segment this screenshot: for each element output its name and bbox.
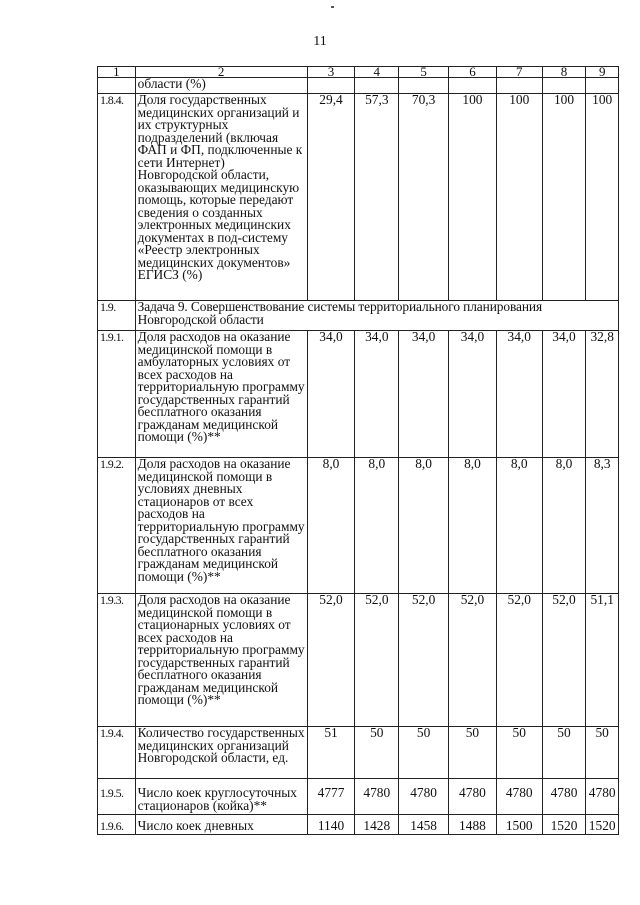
value-cell: 52,0 bbox=[307, 594, 355, 727]
value-cell: 1458 bbox=[399, 815, 449, 835]
value-cell: 50 bbox=[496, 727, 542, 779]
table-row bbox=[98, 78, 619, 94]
table-row bbox=[98, 779, 619, 815]
column-number: 6 bbox=[449, 67, 497, 78]
column-number: 4 bbox=[355, 67, 399, 78]
value-cell: 8,0 bbox=[355, 458, 399, 594]
value-cell: 51 bbox=[307, 727, 355, 779]
page-number: 11 bbox=[313, 34, 327, 49]
row-code: 1.9.5. bbox=[98, 779, 136, 815]
row-description: Доля расходов на оказание медицинской помощи в стационарных условиях от всех расходов на территориальную программу государственных гарантий бесплатного оказания гражданам медицинской помощи (%)** bbox=[135, 594, 307, 727]
value-cell: 100 bbox=[496, 94, 542, 301]
column-number: 3 bbox=[307, 67, 355, 78]
value-cell: 4780 bbox=[496, 779, 542, 815]
value-cell bbox=[449, 78, 497, 94]
value-cell: 52,0 bbox=[399, 594, 449, 727]
table-row bbox=[98, 815, 619, 835]
row-code: 1.9.3. bbox=[98, 594, 136, 727]
row-description: Доля расходов на оказание медицинской помощи в амбулаторных условиях от всех расходов на территориальную программу государственных гарантий бесплатного оказания гражданам медицинской помощи (%)** bbox=[135, 331, 307, 458]
row-code: 1.9.4. bbox=[98, 727, 136, 779]
value-cell: 34,0 bbox=[542, 331, 586, 458]
value-cell: 100 bbox=[542, 94, 586, 301]
table-row bbox=[98, 458, 619, 594]
value-cell: 4780 bbox=[586, 779, 619, 815]
value-cell: 34,0 bbox=[307, 331, 355, 458]
scan-speck bbox=[331, 6, 334, 8]
table-row bbox=[98, 727, 619, 779]
value-cell: 1488 bbox=[449, 815, 497, 835]
value-cell: 1520 bbox=[586, 815, 619, 835]
value-cell: 8,0 bbox=[307, 458, 355, 594]
task-title: Задача 9. Совершенствование системы территориального планирования Новгородской области bbox=[135, 301, 618, 331]
value-cell: 8,0 bbox=[496, 458, 542, 594]
value-cell: 50 bbox=[399, 727, 449, 779]
value-cell: 4780 bbox=[449, 779, 497, 815]
value-cell: 4780 bbox=[542, 779, 586, 815]
value-cell: 4780 bbox=[399, 779, 449, 815]
value-cell: 8,0 bbox=[542, 458, 586, 594]
row-description: Число коек круглосуточных стационаров (койка)** bbox=[135, 779, 307, 815]
value-cell: 32,8 bbox=[586, 331, 619, 458]
row-code bbox=[98, 78, 136, 94]
value-cell: 50 bbox=[586, 727, 619, 779]
value-cell: 34,0 bbox=[449, 331, 497, 458]
value-cell: 50 bbox=[355, 727, 399, 779]
row-description: Доля расходов на оказание медицинской помощи в условиях дневных стационаров от всех расходов на территориальную программу государственных гарантий бесплатного оказания гражданам медицинской помощи (%)** bbox=[135, 458, 307, 594]
row-code: 1.9. bbox=[98, 301, 136, 331]
column-number: 9 bbox=[586, 67, 619, 78]
value-cell: 4780 bbox=[355, 779, 399, 815]
row-code: 1.9.2. bbox=[98, 458, 136, 594]
value-cell: 8,3 bbox=[586, 458, 619, 594]
row-description: Доля государственных медицинских организаций и их структурных подразделений (включая ФАП и ФП, подключенные к сети Интернет) Новгородской области, оказывающих медицинскую помощь, которые передают сведения о созданных электронных медицинских документах в под-систему «Реестр электронных медицинских документов» ЕГИСЗ (%) bbox=[135, 94, 307, 301]
row-code: 1.9.6. bbox=[98, 815, 136, 835]
table-row bbox=[98, 94, 619, 301]
column-number: 2 bbox=[135, 67, 307, 78]
column-number-row bbox=[98, 67, 619, 78]
value-cell: 8,0 bbox=[449, 458, 497, 594]
value-cell: 52,0 bbox=[496, 594, 542, 727]
indicators-table bbox=[97, 66, 619, 835]
value-cell: 29,4 bbox=[307, 94, 355, 301]
value-cell: 1520 bbox=[542, 815, 586, 835]
value-cell bbox=[399, 78, 449, 94]
value-cell: 100 bbox=[586, 94, 619, 301]
value-cell: 52,0 bbox=[449, 594, 497, 727]
table-row bbox=[98, 594, 619, 727]
row-description: области (%) bbox=[135, 78, 307, 94]
value-cell: 34,0 bbox=[496, 331, 542, 458]
value-cell bbox=[307, 78, 355, 94]
row-description: Число коек дневных bbox=[135, 815, 307, 835]
row-code: 1.9.1. bbox=[98, 331, 136, 458]
value-cell: 1500 bbox=[496, 815, 542, 835]
column-number: 8 bbox=[542, 67, 586, 78]
column-number: 5 bbox=[399, 67, 449, 78]
value-cell: 50 bbox=[542, 727, 586, 779]
value-cell: 34,0 bbox=[355, 331, 399, 458]
value-cell: 100 bbox=[449, 94, 497, 301]
column-number: 1 bbox=[98, 67, 136, 78]
value-cell: 50 bbox=[449, 727, 497, 779]
value-cell: 1428 bbox=[355, 815, 399, 835]
value-cell: 57,3 bbox=[355, 94, 399, 301]
value-cell: 52,0 bbox=[355, 594, 399, 727]
value-cell: 52,0 bbox=[542, 594, 586, 727]
value-cell bbox=[355, 78, 399, 94]
value-cell: 70,3 bbox=[399, 94, 449, 301]
value-cell bbox=[496, 78, 542, 94]
value-cell: 8,0 bbox=[399, 458, 449, 594]
value-cell: 51,1 bbox=[586, 594, 619, 727]
column-number: 7 bbox=[496, 67, 542, 78]
value-cell bbox=[542, 78, 586, 94]
task-heading-row bbox=[98, 301, 619, 331]
value-cell: 1140 bbox=[307, 815, 355, 835]
table-row bbox=[98, 331, 619, 458]
value-cell: 4777 bbox=[307, 779, 355, 815]
value-cell: 34,0 bbox=[399, 331, 449, 458]
row-description: Количество государственных медицинских организаций Новгородской области, ед. bbox=[135, 727, 307, 779]
value-cell bbox=[586, 78, 619, 94]
row-code: 1.8.4. bbox=[98, 94, 136, 301]
